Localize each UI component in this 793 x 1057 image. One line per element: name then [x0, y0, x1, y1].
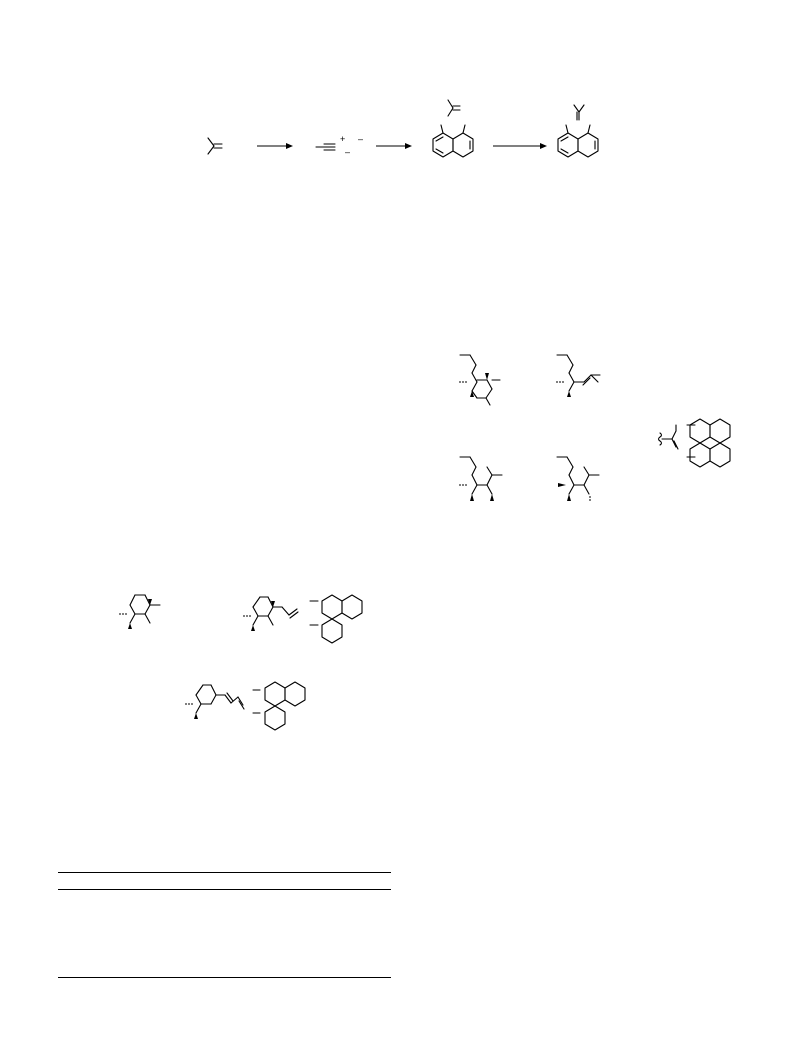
- synthesis-scheme: [190, 90, 630, 170]
- starting-alkene: [208, 138, 222, 154]
- reaction-arrow-3: [493, 143, 547, 149]
- fragment-b: [557, 355, 600, 397]
- fragment-a: [460, 355, 500, 405]
- reaction-arrow-2: [376, 143, 412, 149]
- naphthyl-ketone-fragments-figure: [110, 585, 360, 730]
- table-top-rule: [58, 872, 391, 873]
- plus-charge: +: [340, 134, 346, 144]
- table-bottom-rule: [58, 977, 391, 978]
- naphthyl-substituent: [659, 419, 731, 467]
- fragment-c: [460, 457, 502, 501]
- fragment-f: [244, 595, 362, 643]
- fragment-d: [557, 457, 599, 501]
- fragment-g: [186, 682, 305, 730]
- polyketide-fragments-figure: [450, 345, 740, 520]
- fragment-e: [120, 595, 160, 629]
- reaction-arrow-1: [257, 143, 293, 149]
- data-table: [58, 872, 391, 978]
- minus-charge: –: [345, 147, 351, 157]
- naphthalene-product-1: [433, 100, 473, 157]
- minus-charge-counterion: –: [358, 134, 364, 144]
- alkyne-intermediate: [316, 134, 363, 157]
- naphthalene-product-2: [558, 105, 598, 157]
- table-header-rule: [58, 889, 391, 890]
